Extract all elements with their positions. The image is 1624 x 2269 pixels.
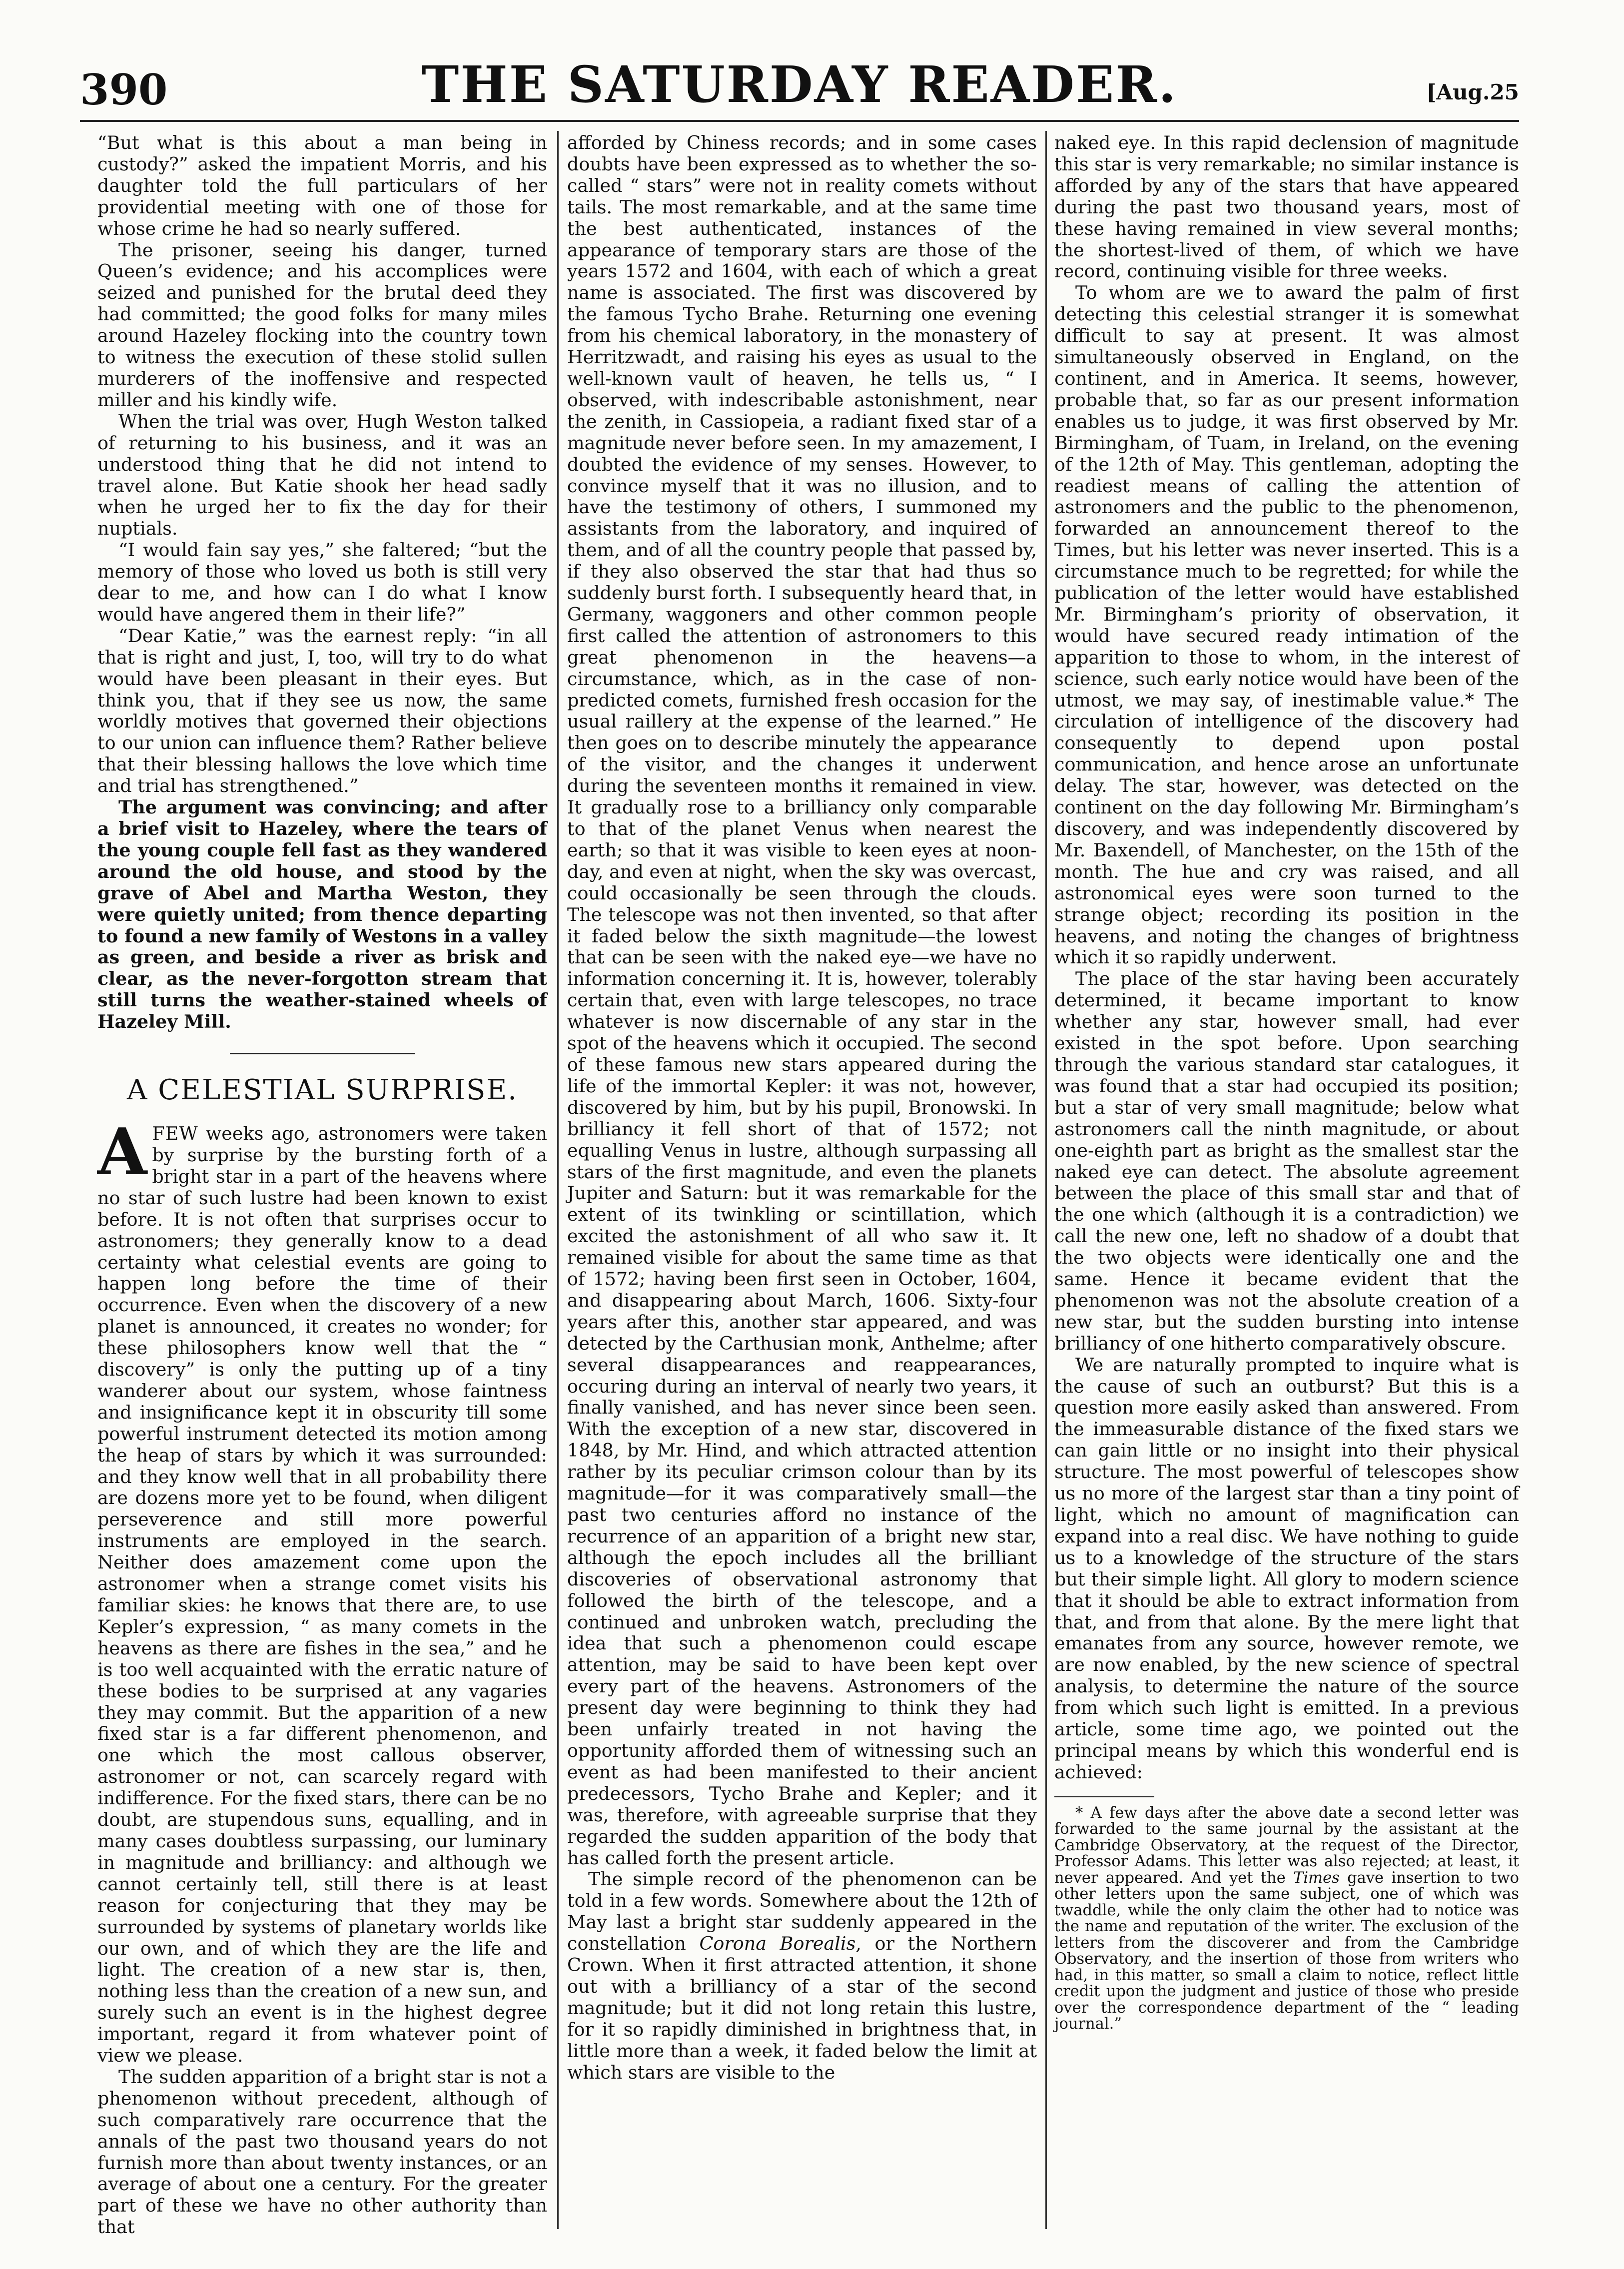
paragraph: The sudden apparition of a bright star is not a phenomenon without precedent, although of such comparatively rare occurrence that the annals of the past two thousand years do not furnish more than about twenty instances, or an average of about one a century. For the greater part of these we have no other authority than that	[97, 2066, 547, 2238]
paragraph: The place of the star having been accurately determined, it became important to know whether any star, however small, had ever existed in the spot before. Upon searching through the various standard star catalogues, it was found that a star had occupied its position; but a star of very small magnitude; below what astronomers call the ninth magnitude, or about one-eighth part as bright as the smallest star the naked eye can detect. The absolute agreement between the place of this small star and that of the one which (although it is a contradiction) we call the new one, left no shadow of a doubt that the two objects were identically one and the same. Hence it became evident that the phenomenon was not the absolute creation of a new star, but the sudden bursting into intense brilliancy of one hitherto comparatively obscure.	[1054, 968, 1519, 1354]
paragraph: “But what is this about a man being in custody?” asked the impatient Morris, and his daughter told the full particulars of her providential meeting with one of those for whose crime he had so nearly suffered.	[97, 132, 547, 239]
text-run: The simple record of the phenomenon can be told in a few words. Somewhere about the 12th of May last a bright star suddenly appeared in the constellation	[567, 1868, 1037, 1955]
article-lead-paragraph	[97, 1115, 547, 2067]
section-divider	[230, 1053, 415, 1054]
lead-text: weeks ago, astronomers were taken by surprise by the bursting forth of a bright star in a part of the heavens where no star of such lustre had been known to exist before. It is not often that surprises occur to astronomers; they generally know to a dead certainty what celestial events are going to happen long before the time of their occurrence. Even when the discovery of a new planet is announced, it creates no wonder; for these philosophers know well that the “ discovery” is only the putting up of a tiny wanderer about our system, whose faintness and insignificance kept it in obscurity till some powerful instrument detected its motion among the heap of stars by which it was surrounded: and they know well that in all probability there are dozens more yet to be found, when diligent perseverence and still more powerful instruments are employed in the search. Neither does amazement come upon the astronomer when a strange comet visits his familiar skies: he knows that there are, to use Kepler’s expression, “ as many comets in the heavens as there are fishes in the sea,” and he is too well acquainted with the erratic nature of these bodies to be surprised at any vagaries they may commit. But the apparition of a new fixed star is a far different phenomenon, and one which the most callous observer, astronomer or not, can scarcely regard with indifference. For the fixed stars, there can be no doubt, are stupendous suns, equalling, and in many cases doubtless surpassing, our luminary in magnitude and brilliancy: and although we cannot certainly tell, still there is at least reason for conjecturing that they may be surrounded by systems of planetary worlds like our own, and of which they are the life and light. The creation of a new star is, then, nothing less than the creation of a new sun, and surely such an event is in the highest degree important, regard it from whatever point of view we please.	[97, 1123, 547, 2067]
column-3	[1054, 132, 1519, 2219]
paragraph	[567, 1869, 1037, 2083]
paragraph: When the trial was over, Hugh Weston talked of returning to his business, and it was an understood thing that he did not intend to travel alone. But Katie shook her head sadly when he urged her to fix the day for their nuptials.	[97, 410, 547, 540]
footnote-divider	[1054, 1796, 1154, 1797]
italic-text: Times	[1293, 1869, 1340, 1887]
column-1	[97, 132, 547, 2238]
page-header	[80, 55, 1519, 115]
column-2	[567, 132, 1037, 2219]
paragraph: “I would fain say yes,” she faltered; “but the memory of those who loved us both is still very dear to me, and how can I do what I know would have angered them in their life?”	[97, 539, 547, 625]
issue-date: [Aug.25	[1426, 80, 1519, 104]
paragraph: The argument was convincing; and after a brief visit to Hazeley, where the tears of the young couple fell fast as they wandered around the old house, and stood by the grave of Abel and Martha Weston, they were quietly united; from thence departing to found a new family of Westons in a valley as green, and beside a river as brisk and clear, as the never-forgotton stream that still turns the weather-stained wheels of Hazeley Mill.	[97, 796, 547, 1033]
column-rule	[1045, 131, 1047, 2229]
page-number: 390	[80, 65, 168, 114]
lead-word: FEW	[152, 1123, 198, 1145]
masthead-title: THE SATURDAY READER.	[421, 55, 1178, 114]
text-run: * A few days after the above date a second letter was forwarded to the same journal by the assistant at the Cambridge Observatory, at the request of the Director, Professor Adams. This letter was also rejected; at least, it never appeared. And yet the	[1054, 1804, 1519, 1887]
header-rule	[80, 120, 1519, 122]
paragraph: We are naturally prompted to inquire what is the cause of such an outburst? But this is a question more easily asked than answered. From the immeasurable distance of the fixed stars we can gain little or no insight into their physical structure. The most powerful of telescopes show us no more of the largest star than a tiny point of light, which no amount of magnification can expand into a real disc. We have nothing to guide us to a knowledge of the structure of the stars but their simple light. All glory to modern science that it should be able to extract information from that, and from that alone. By the mere light that emanates from any source, however remote, we are now enabled, by the new science of spectral analysis, to determine the nature of the source from which such light is emitted. In a previous article, some time ago, we pointed out the principal means by which this wonderful end is achieved:	[1054, 1354, 1519, 1783]
paragraph: The prisoner, seeing his danger, turned Queen’s evidence; and his accomplices were seized and punished for the brutal deed they had committed; the good folks for many miles around Hazeley flocking into the country town to witness the execution of these stolid sullen murderers of the inoffensive and respected miller and his kindly wife.	[97, 239, 547, 411]
text-run: gave insertion to two other letters upon the same subject, one of which was twaddle, while the only claim the other had to notice was the name and reputation of the writer. The exclusion of the letters from the discoverer and from the Cambridge Observatory, and the insertion of those from writers who had, in this matter, so small a claim to notice, reflect little credit upon the judgment and justice of those who preside over the correspondence department of the “ leading journal.”	[1054, 1869, 1520, 2033]
paragraph: To whom are we to award the palm of first detecting this celestial stranger it is somewhat difficult to say at present. It was almost simultaneously observed in England, on the continent, and in America. It seems, however, probable that, so far as our present information enables us to judge, it was first observed by Mr. Birmingham, of Tuam, in Ireland, on the evening of the 12th of May. This gentleman, adopting the readiest means of calling the attention of astronomers and the public to the phenomenon, forwarded an announcement thereof to the Times, but his letter was never inserted. This is a circumstance much to be regretted; for while the publication of the letter would have established Mr. Birmingham’s priority of observation, it would have secured ready intimation of the apparition to those to whom, in the interest of science, such early notice would have been of the utmost, we may say, of inestimable value.* The circulation of intelligence of the discovery had consequently to depend upon postal communication, and hence arose an unfortunate delay. The star, however, was detected on the continent on the day following Mr. Birmingham’s discovery, and was independently discovered by Mr. Baxendell, of Manchester, on the 15th of the month. The hue and cry was raised, and all astronomical eyes were soon turned to the strange object; recording its position in the heavens, and noting the changes of brightness which it so rapidly underwent.	[1054, 282, 1519, 968]
italic-text: Corona Borealis	[699, 1933, 856, 1955]
text-run: , or the Northern Crown. When it first attracted attention, it shone out with a brilliancy of a star of the second magnitude; but it did not long retain this lustre, for it so rapidly diminished in brightness that, in little more than a week, it faded below the limit at which stars are visible to the	[567, 1933, 1037, 2083]
paragraph: afforded by Chiness records; and in some cases doubts have been expressed as to whether the so-called “ stars” were not in reality comets without tails. The most remarkable, and at the same time the best authenticated, instances of the appearance of temporary stars are those of the years 1572 and 1604, with each of which a great name is associated. The first was discovered by the famous Tycho Brahe. Returning one evening from his chemical laboratory, in the monastery of Herritzwadt, and raising his eyes as usual to the well-known vault of heaven, he tells us, “ I observed, with indescribable astonishment, near the zenith, in Cassiopeia, a radiant fixed star of a magnitude never before seen. In my amazement, I doubted the evidence of my senses. However, to convince myself that it was no illusion, and to have the testimony of others, I summoned my assistants from the laboratory, and inquired of them, and of all the country people that passed by, if they also observed the star that had thus so suddenly burst forth. I subsequently heard that, in Germany, waggoners and other common people first called the attention of astronomers to this great phenomenon in the heavens—a circumstance, which, as in the case of non-predicted comets, furnished fresh occasion for the usual raillery at the expense of the learned.” He then goes on to describe minutely the appearance of the visitor, and the changes it underwent during the seventeen months it remained in view. It gradually rose to a brilliancy only comparable to that of the planet Venus when nearest the earth; so that it was visible to keen eyes at noon-day, and even at night, when the sky was overcast, could occasionally be seen through the clouds. The telescope was not then invented, so that after it faded below the sixth magnitude—the lowest that can be seen with the naked eye—we have no information concerning it. It is, however, tolerably certain that, even with large telescopes, no trace whatever is now discernable of any star in the spot of the heavens which it occupied. The second of these famous new stars appeared during the life of the immortal Kepler: it was not, however, discovered by him, but by his pupil, Bronowski. In brilliancy it fell short of that of 1572; not equalling Venus in lustre, although surpassing all stars of the first magnitude, and even the planets Jupiter and Saturn: but it was remarkable for the extent of its twinkling or scintillation, which excited the astonishment of all who saw it. It remained visible for about the same time as that of 1572; having been first seen in October, 1604, and disappearing about March, 1606. Sixty-four years after this, another star appeared, and was detected by the Carthusian monk, Anthelme; after several disappearances and reappearances, occuring during an interval of nearly two years, it finally vanished, and has never since been seen. With the exception of a new star, discovered in 1848, by Mr. Hind, and which attracted attention rather by its peculiar crimson colour than by its magnitude—for it was comparatively small—the past two centuries afford no instance of the recurrence of an apparition of a bright new star, although the epoch includes all the brilliant discoveries of observational astronomy that followed the birth of the telescope, and a continued and unbroken watch, precluding the idea that such a phenomenon could escape attention, may be said to have been kept over every part of the heavens. Astronomers of the present day were beginning to think they had been unfairly treated in not having the opportunity afforded them of witnessing such an event as had been manifested to their ancient predecessors, Tycho Brahe and Kepler; and it was, therefore, with agreeable surprise that they regarded the sudden apparition of the body that has called forth the present article.	[567, 132, 1037, 1869]
column-rule	[557, 131, 559, 2229]
paragraph: naked eye. In this rapid declension of magnitude this star is very remarkable; no similar instance is afforded by any of the stars that have appeared during the past two thousand years, most of these having remained in view several months; the shortest-lived of them, of which we have record, continuing visible for three weeks.	[1054, 132, 1519, 282]
paragraph: “Dear Katie,” was the earnest reply: “in all that is right and just, I, too, will try to do what would have been pleasant in their eyes. But think you, that if they see us now, the same worldly motives that governed their objections to our union can influence them? Rather believe that their blessing hallows the love which time and trial has strengthened.”	[97, 625, 547, 797]
drop-cap: A	[97, 1115, 147, 1190]
footnote	[1054, 1805, 1519, 2033]
article-title: A CELESTIAL SURPRISE.	[126, 1074, 518, 1107]
